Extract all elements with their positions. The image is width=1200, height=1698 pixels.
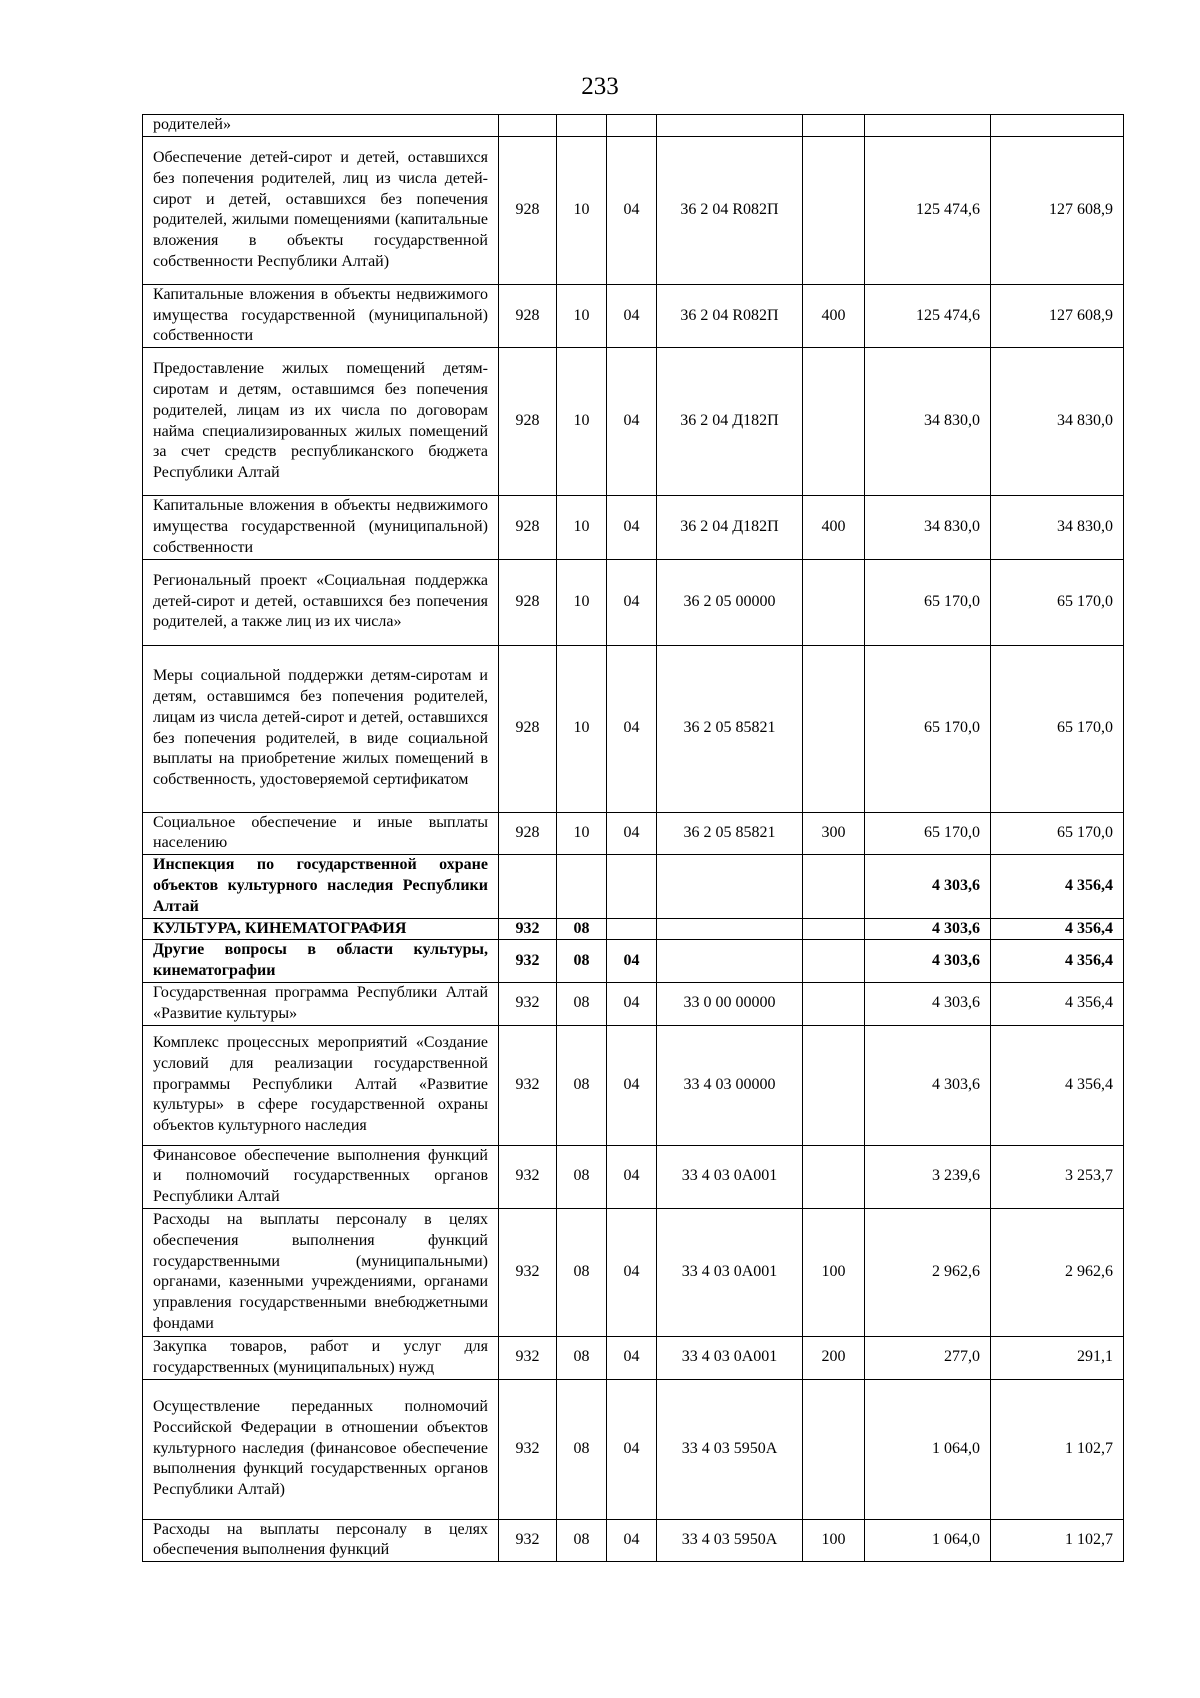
expense-type-code: 400 bbox=[803, 496, 865, 559]
target-article-code: 36 2 05 85821 bbox=[657, 812, 803, 855]
item-name: Осуществление переданных полномочий Российской Федерации в отношении объектов культурного наследия (финансовое обеспечение выполнения функций государственных органов Республики Алтай) bbox=[143, 1379, 499, 1519]
expense-type-code: 100 bbox=[803, 1519, 865, 1562]
amount-year-2: 65 170,0 bbox=[991, 645, 1124, 812]
expense-type-code bbox=[803, 1379, 865, 1519]
item-name: родителей» bbox=[143, 115, 499, 137]
amount-year-1: 125 474,6 bbox=[865, 284, 991, 347]
grbs-code: 932 bbox=[499, 1519, 557, 1562]
table-row bbox=[143, 1145, 1124, 1208]
subsection-code: 04 bbox=[607, 1025, 657, 1145]
amount-year-1: 4 303,6 bbox=[865, 940, 991, 983]
expense-type-code bbox=[803, 348, 865, 496]
subsection-code: 04 bbox=[607, 1208, 657, 1336]
grbs-code: 928 bbox=[499, 496, 557, 559]
table-row bbox=[143, 136, 1124, 284]
subsection-code: 04 bbox=[607, 496, 657, 559]
expense-type-code bbox=[803, 645, 865, 812]
expense-type-code bbox=[803, 136, 865, 284]
item-name: Комплекс процессных мероприятий «Создание условий для реализации государственной программы Республики Алтай «Развитие культуры» в сфере государственной охраны объектов культурного наследия bbox=[143, 1025, 499, 1145]
table-row bbox=[143, 982, 1124, 1025]
target-article-code: 33 0 00 00000 bbox=[657, 982, 803, 1025]
section-code: 10 bbox=[557, 559, 607, 645]
amount-year-1: 34 830,0 bbox=[865, 348, 991, 496]
section-code: 08 bbox=[557, 1519, 607, 1562]
table-row bbox=[143, 812, 1124, 855]
expense-type-code bbox=[803, 918, 865, 940]
section-code: 10 bbox=[557, 284, 607, 347]
item-name: Предоставление жилых помещений детям-сиротам и детям, оставшимся без попечения родителей, лицам из их числа по договорам найма специализированных жилых помещений за счет средств республиканского бюджета Республики Алтай bbox=[143, 348, 499, 496]
table-row bbox=[143, 855, 1124, 918]
amount-year-2: 65 170,0 bbox=[991, 559, 1124, 645]
subsection-code bbox=[607, 855, 657, 918]
grbs-code: 932 bbox=[499, 918, 557, 940]
target-article-code: 36 2 04 R082П bbox=[657, 136, 803, 284]
subsection-code: 04 bbox=[607, 645, 657, 812]
grbs-code bbox=[499, 115, 557, 137]
table-row bbox=[143, 559, 1124, 645]
target-article-code: 33 4 03 00000 bbox=[657, 1025, 803, 1145]
table-row bbox=[143, 940, 1124, 983]
subsection-code: 04 bbox=[607, 1519, 657, 1562]
section-code: 10 bbox=[557, 136, 607, 284]
amount-year-2: 291,1 bbox=[991, 1336, 1124, 1379]
target-article-code: 36 2 05 85821 bbox=[657, 645, 803, 812]
target-article-code bbox=[657, 855, 803, 918]
item-name: Капитальные вложения в объекты недвижимого имущества государственной (муниципальной) собственности bbox=[143, 284, 499, 347]
table-row bbox=[143, 496, 1124, 559]
target-article-code bbox=[657, 115, 803, 137]
subsection-code: 04 bbox=[607, 284, 657, 347]
item-name: Региональный проект «Социальная поддержка детей-сирот и детей, оставшихся без попечения родителей, а также лиц из их числа» bbox=[143, 559, 499, 645]
table-row bbox=[143, 1336, 1124, 1379]
item-name: Инспекция по государственной охране объектов культурного наследия Республики Алтай bbox=[143, 855, 499, 918]
expense-type-code: 400 bbox=[803, 284, 865, 347]
expense-type-code bbox=[803, 940, 865, 983]
subsection-code: 04 bbox=[607, 136, 657, 284]
item-name: Меры социальной поддержки детям-сиротам и детям, оставшимся без попечения родителей, лицам из числа детей-сирот и детей, оставшихся без попечения родителей, в виде социальной выплаты на приобретение жилых помещений в собственность, удостоверяемой сертификатом bbox=[143, 645, 499, 812]
subsection-code: 04 bbox=[607, 1336, 657, 1379]
target-article-code: 36 2 05 00000 bbox=[657, 559, 803, 645]
item-name: КУЛЬТУРА, КИНЕМАТОГРАФИЯ bbox=[143, 918, 499, 940]
expense-type-code bbox=[803, 1145, 865, 1208]
subsection-code bbox=[607, 918, 657, 940]
expense-type-code: 100 bbox=[803, 1208, 865, 1336]
amount-year-2: 127 608,9 bbox=[991, 284, 1124, 347]
table-row bbox=[143, 1025, 1124, 1145]
grbs-code: 928 bbox=[499, 645, 557, 812]
item-name: Капитальные вложения в объекты недвижимого имущества государственной (муниципальной) собственности bbox=[143, 496, 499, 559]
amount-year-2: 34 830,0 bbox=[991, 496, 1124, 559]
amount-year-2: 65 170,0 bbox=[991, 812, 1124, 855]
amount-year-1: 65 170,0 bbox=[865, 812, 991, 855]
grbs-code: 932 bbox=[499, 940, 557, 983]
section-code: 08 bbox=[557, 918, 607, 940]
amount-year-1: 4 303,6 bbox=[865, 982, 991, 1025]
amount-year-1 bbox=[865, 115, 991, 137]
amount-year-2: 34 830,0 bbox=[991, 348, 1124, 496]
grbs-code: 932 bbox=[499, 1379, 557, 1519]
grbs-code: 932 bbox=[499, 1145, 557, 1208]
amount-year-2 bbox=[991, 115, 1124, 137]
target-article-code bbox=[657, 940, 803, 983]
subsection-code: 04 bbox=[607, 1145, 657, 1208]
grbs-code: 928 bbox=[499, 284, 557, 347]
subsection-code: 04 bbox=[607, 940, 657, 983]
grbs-code: 932 bbox=[499, 982, 557, 1025]
target-article-code: 36 2 04 Д182П bbox=[657, 496, 803, 559]
section-code bbox=[557, 115, 607, 137]
amount-year-1: 4 303,6 bbox=[865, 918, 991, 940]
subsection-code: 04 bbox=[607, 982, 657, 1025]
expense-type-code bbox=[803, 982, 865, 1025]
expense-type-code bbox=[803, 1025, 865, 1145]
grbs-code bbox=[499, 855, 557, 918]
amount-year-1: 4 303,6 bbox=[865, 855, 991, 918]
section-code: 08 bbox=[557, 1208, 607, 1336]
amount-year-2: 2 962,6 bbox=[991, 1208, 1124, 1336]
subsection-code bbox=[607, 115, 657, 137]
expense-type-code bbox=[803, 855, 865, 918]
amount-year-1: 4 303,6 bbox=[865, 1025, 991, 1145]
expense-type-code bbox=[803, 559, 865, 645]
amount-year-2: 3 253,7 bbox=[991, 1145, 1124, 1208]
section-code: 08 bbox=[557, 940, 607, 983]
amount-year-1: 65 170,0 bbox=[865, 559, 991, 645]
item-name: Социальное обеспечение и иные выплаты населению bbox=[143, 812, 499, 855]
table-row bbox=[143, 645, 1124, 812]
subsection-code: 04 bbox=[607, 559, 657, 645]
amount-year-2: 4 356,4 bbox=[991, 940, 1124, 983]
item-name: Финансовое обеспечение выполнения функций и полномочий государственных органов Республики Алтай bbox=[143, 1145, 499, 1208]
target-article-code: 33 4 03 0А001 bbox=[657, 1336, 803, 1379]
target-article-code: 33 4 03 5950А bbox=[657, 1519, 803, 1562]
target-article-code bbox=[657, 918, 803, 940]
grbs-code: 928 bbox=[499, 348, 557, 496]
table-row bbox=[143, 1379, 1124, 1519]
table-row bbox=[143, 115, 1124, 137]
section-code: 08 bbox=[557, 1145, 607, 1208]
target-article-code: 33 4 03 0А001 bbox=[657, 1145, 803, 1208]
grbs-code: 932 bbox=[499, 1025, 557, 1145]
table-row bbox=[143, 284, 1124, 347]
grbs-code: 928 bbox=[499, 136, 557, 284]
amount-year-1: 277,0 bbox=[865, 1336, 991, 1379]
item-name: Расходы на выплаты персоналу в целях обеспечения выполнения функций государственными (муниципальными) органами, казенными учреждениями, органами управления государственными внебюджетными фондами bbox=[143, 1208, 499, 1336]
budget-table bbox=[142, 114, 1124, 1562]
amount-year-2: 4 356,4 bbox=[991, 918, 1124, 940]
amount-year-2: 4 356,4 bbox=[991, 982, 1124, 1025]
item-name: Государственная программа Республики Алтай «Развитие культуры» bbox=[143, 982, 499, 1025]
amount-year-2: 1 102,7 bbox=[991, 1379, 1124, 1519]
grbs-code: 928 bbox=[499, 812, 557, 855]
target-article-code: 33 4 03 5950А bbox=[657, 1379, 803, 1519]
section-code: 10 bbox=[557, 645, 607, 812]
table-row bbox=[143, 1519, 1124, 1562]
table-row bbox=[143, 348, 1124, 496]
amount-year-2: 1 102,7 bbox=[991, 1519, 1124, 1562]
item-name: Расходы на выплаты персоналу в целях обеспечения выполнения функций bbox=[143, 1519, 499, 1562]
amount-year-1: 1 064,0 bbox=[865, 1379, 991, 1519]
amount-year-1: 34 830,0 bbox=[865, 496, 991, 559]
amount-year-1: 3 239,6 bbox=[865, 1145, 991, 1208]
target-article-code: 36 2 04 Д182П bbox=[657, 348, 803, 496]
section-code: 10 bbox=[557, 348, 607, 496]
section-code bbox=[557, 855, 607, 918]
section-code: 08 bbox=[557, 982, 607, 1025]
item-name: Закупка товаров, работ и услуг для государственных (муниципальных) нужд bbox=[143, 1336, 499, 1379]
table-row bbox=[143, 918, 1124, 940]
target-article-code: 33 4 03 0А001 bbox=[657, 1208, 803, 1336]
subsection-code: 04 bbox=[607, 1379, 657, 1519]
amount-year-1: 1 064,0 bbox=[865, 1519, 991, 1562]
section-code: 08 bbox=[557, 1336, 607, 1379]
amount-year-2: 4 356,4 bbox=[991, 1025, 1124, 1145]
grbs-code: 932 bbox=[499, 1208, 557, 1336]
amount-year-1: 65 170,0 bbox=[865, 645, 991, 812]
expense-type-code: 300 bbox=[803, 812, 865, 855]
table-row bbox=[143, 1208, 1124, 1336]
item-name: Другие вопросы в области культуры, кинематографии bbox=[143, 940, 499, 983]
section-code: 10 bbox=[557, 496, 607, 559]
amount-year-1: 125 474,6 bbox=[865, 136, 991, 284]
amount-year-2: 127 608,9 bbox=[991, 136, 1124, 284]
target-article-code: 36 2 04 R082П bbox=[657, 284, 803, 347]
amount-year-2: 4 356,4 bbox=[991, 855, 1124, 918]
section-code: 10 bbox=[557, 812, 607, 855]
subsection-code: 04 bbox=[607, 348, 657, 496]
grbs-code: 928 bbox=[499, 559, 557, 645]
grbs-code: 932 bbox=[499, 1336, 557, 1379]
expense-type-code: 200 bbox=[803, 1336, 865, 1379]
section-code: 08 bbox=[557, 1025, 607, 1145]
item-name: Обеспечение детей-сирот и детей, оставшихся без попечения родителей, лиц из числа детей-сирот и детей, оставшихся без попечения родителей, жилыми помещениями (капитальные вложения в объекты государственной собственности Республики Алтай) bbox=[143, 136, 499, 284]
page-number: 233 bbox=[581, 73, 619, 100]
section-code: 08 bbox=[557, 1379, 607, 1519]
subsection-code: 04 bbox=[607, 812, 657, 855]
expense-type-code bbox=[803, 115, 865, 137]
amount-year-1: 2 962,6 bbox=[865, 1208, 991, 1336]
